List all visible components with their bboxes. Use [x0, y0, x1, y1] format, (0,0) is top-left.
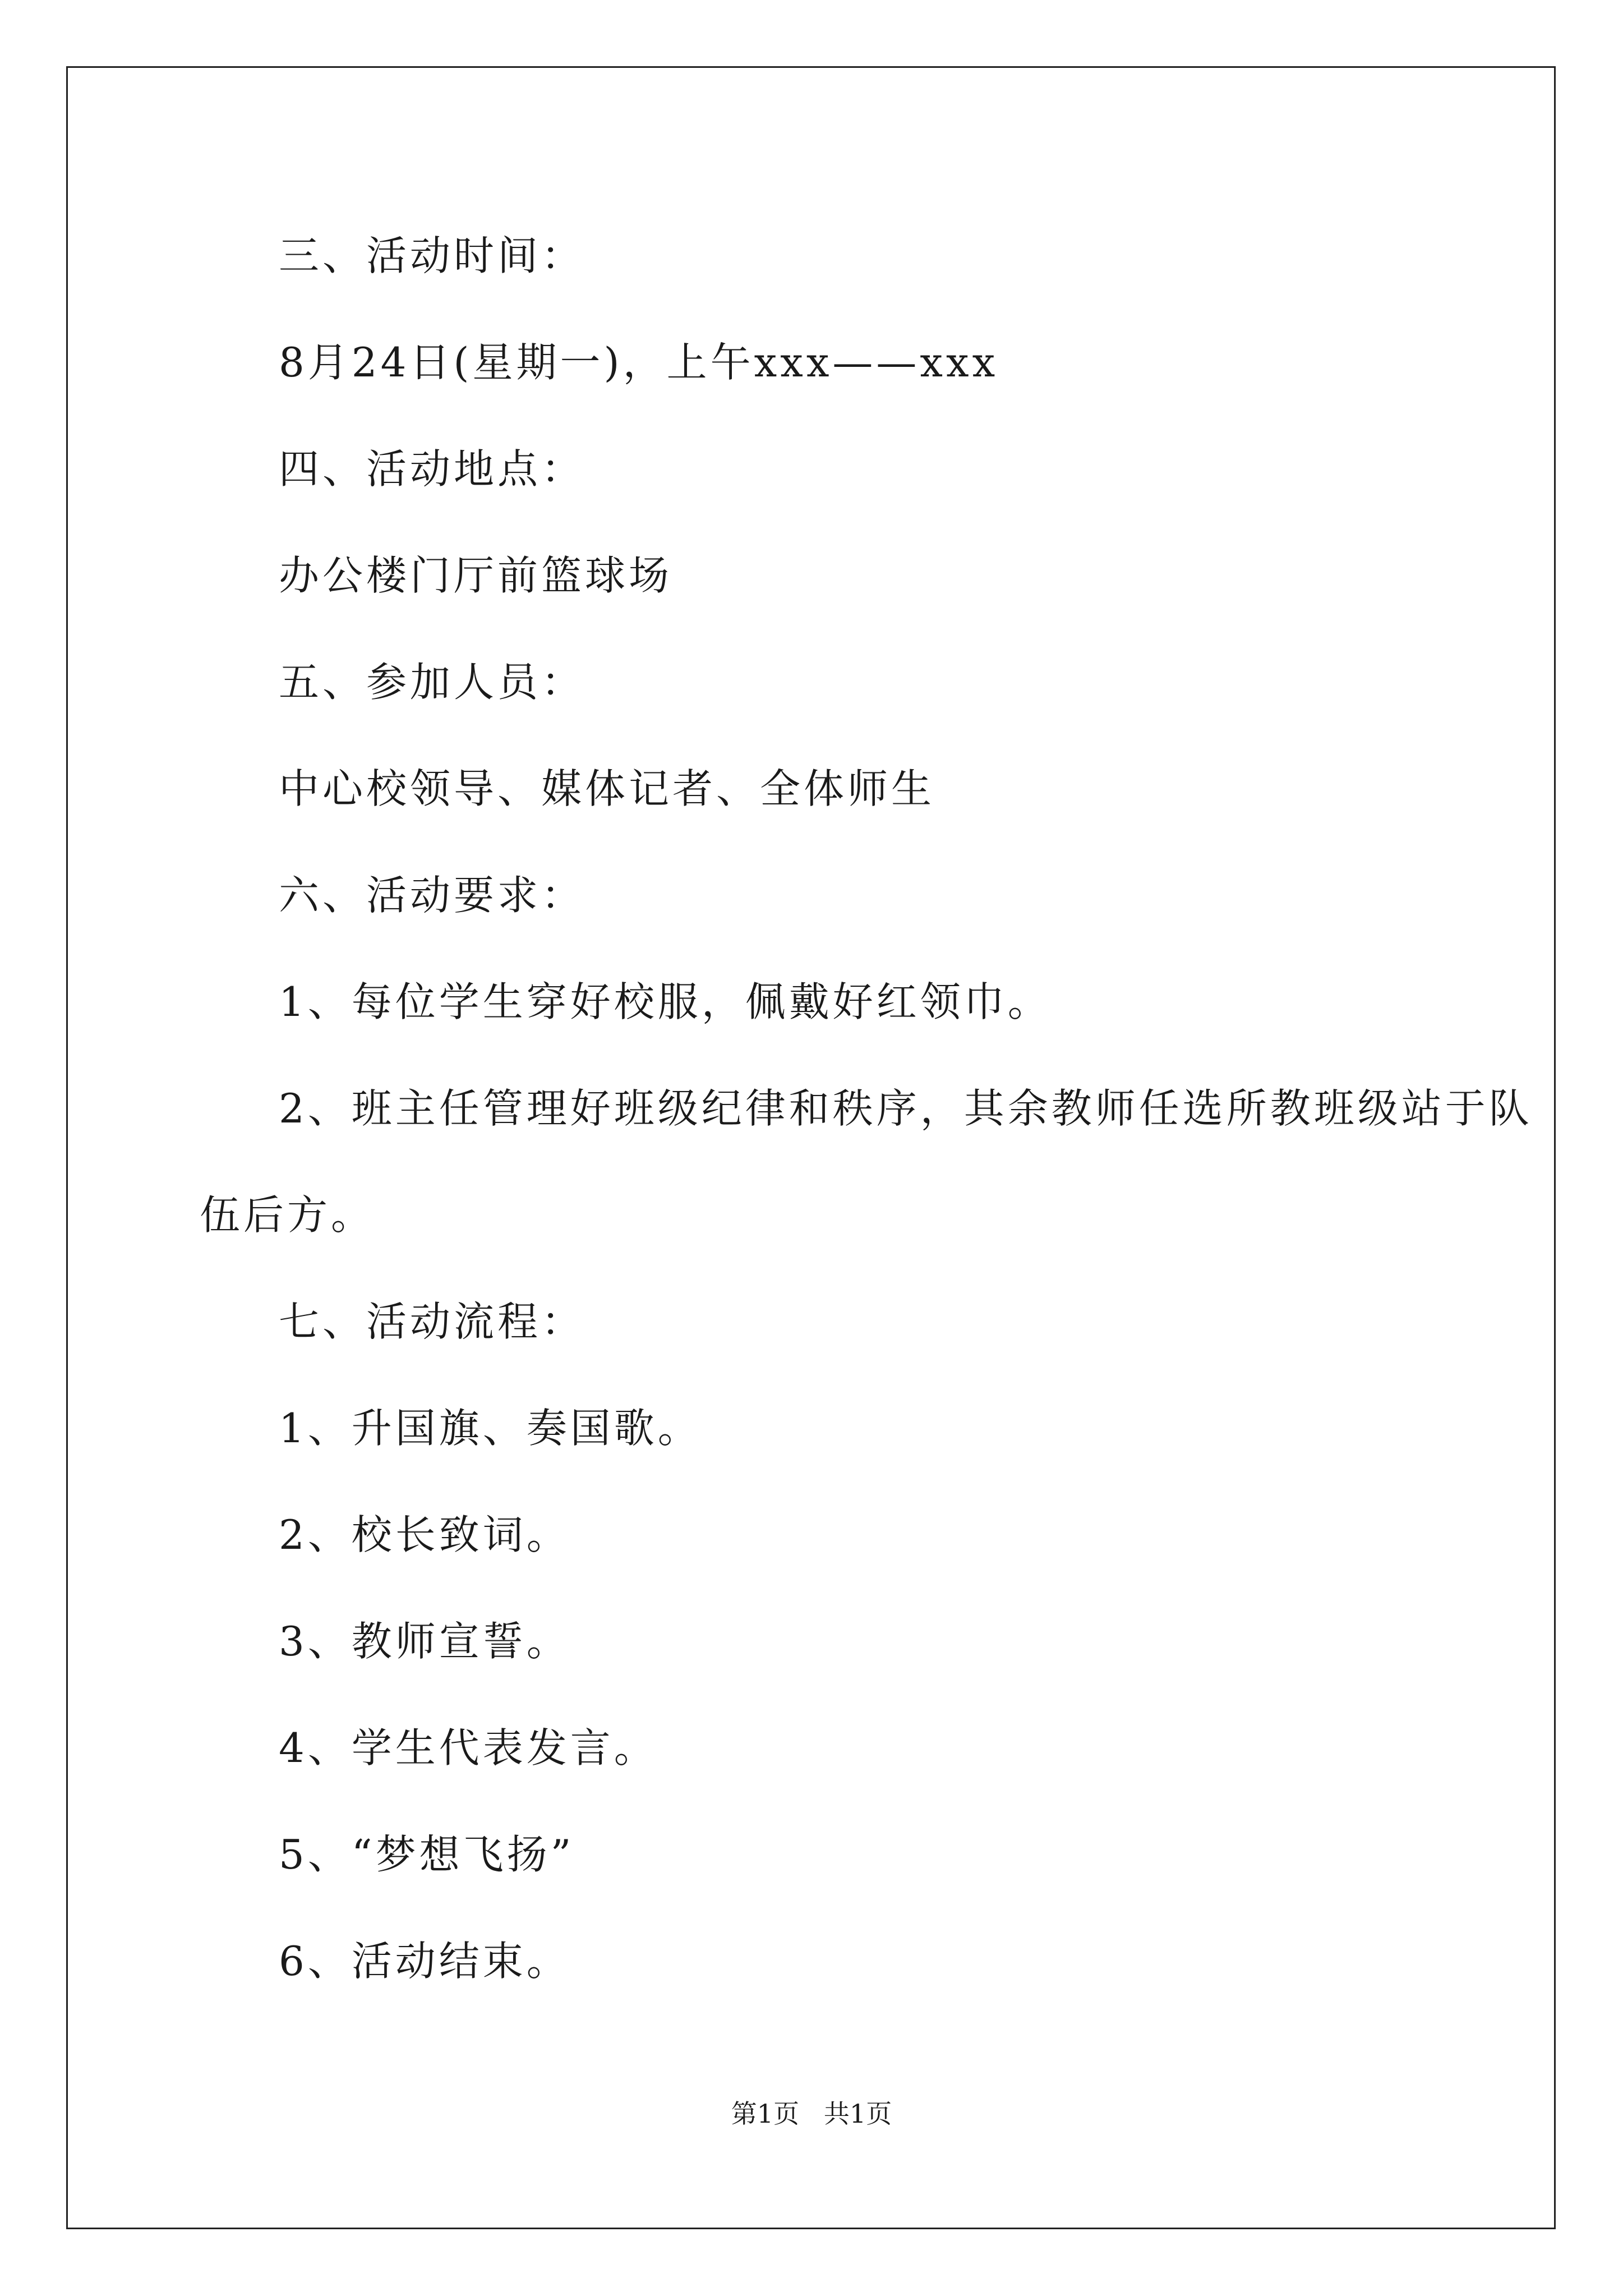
list-item: 6、活动结束。	[279, 1938, 570, 1985]
section-heading-requirements: 六、活动要求：	[279, 872, 585, 919]
list-item: 4、学生代表发言。	[279, 1724, 658, 1772]
section-heading-time: 三、活动时间：	[279, 232, 585, 279]
list-item: 5、“梦想飞扬”	[279, 1831, 575, 1878]
paragraph-time: 8月24日(星期一)，上午xxx——xxx	[279, 339, 999, 386]
page-footer: 第1页 共1页	[731, 2099, 892, 2129]
list-item: 2、校长致词。	[279, 1511, 570, 1558]
list-item-continuation: 伍后方。	[200, 1191, 375, 1239]
list-item: 1、升国旗、奏国歌。	[279, 1405, 702, 1452]
paragraph-location: 办公楼门厅前篮球场	[279, 552, 673, 599]
section-heading-location: 四、活动地点：	[279, 445, 585, 493]
section-heading-procedure: 七、活动流程：	[279, 1298, 585, 1345]
list-item: 3、教师宣誓。	[279, 1618, 570, 1665]
paragraph-participants: 中心校领导、媒体记者、全体师生	[279, 765, 935, 812]
list-item: 1、每位学生穿好校服，佩戴好红领巾。	[279, 978, 1052, 1025]
page-border	[66, 66, 1556, 2229]
section-heading-participants: 五、参加人员：	[279, 659, 585, 706]
list-item: 2、班主任管理好班级纪律和秩序，其余教师任选所教班级站于队	[279, 1085, 1533, 1132]
